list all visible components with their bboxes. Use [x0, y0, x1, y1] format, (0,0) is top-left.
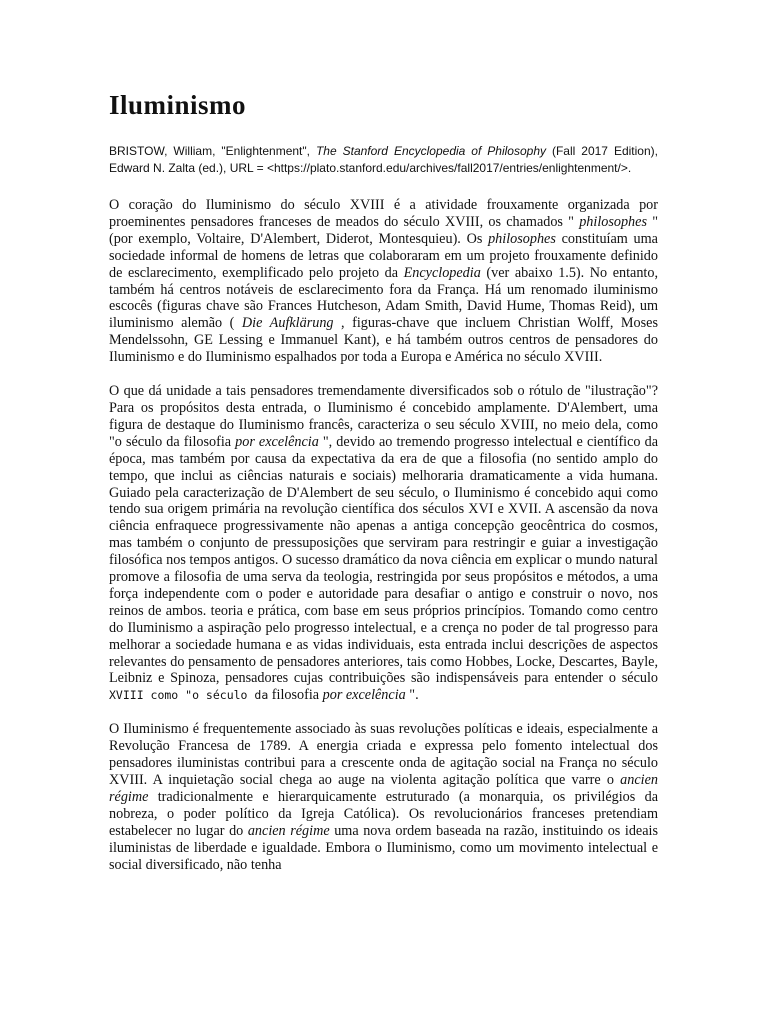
italic-term: philosophes: [579, 213, 647, 230]
paragraph-text: , figuras-chave que incluem Christian Wolff, Moses Mendelssohn, GE Lessing e Immanuel Kant), e há também outros centros de pensadores do Iluminismo e do Iluminismo espalhados por toda a Europa e América no século XVIII.: [109, 315, 658, 366]
paragraph-text: (ver abaixo 1.5). No entanto, também há centros notáveis de esclarecimento fora da França. Há um renomado iluminismo escocês (figuras chave são Frances Hutcheson, Adam Smith, David Hume, Thomas Reid), um iluminismo alemão (: [109, 264, 658, 332]
page-title: Iluminismo: [109, 90, 247, 120]
paragraph-3: [109, 721, 658, 873]
italic-term: Die Aufklärung: [241, 315, 334, 332]
paragraph-text: ".: [405, 687, 419, 704]
citation-suffix: (Fall 2017 Edition), Edward N. Zalta (ed.), URL = <https://plato.stanford.edu/archives/fall2017/entries/enlightenment/>.: [109, 144, 658, 175]
paragraph-text: filosofia: [268, 687, 323, 704]
italic-term: ancien régime: [109, 772, 658, 805]
italic-term: ancien régime: [247, 822, 330, 839]
paragraph-text: O coração do Iluminismo do século XVIII é a atividade frouxamente organizada por proeminentes pensadores franceses de meados do século XVIII, os chamados ": [109, 197, 658, 230]
italic-term: Encyclopedia: [403, 264, 481, 281]
paragraph-1: [109, 197, 658, 366]
citation-source: The Stanford Encyclopedia of Philosophy: [315, 144, 546, 158]
italic-term: philosophes: [488, 230, 556, 247]
paragraph-2: [109, 383, 658, 704]
citation-reference: [109, 143, 658, 176]
monospace-text: XVIII como "o século da: [109, 688, 269, 703]
paragraph-text: " (por exemplo, Voltaire, D'Alembert, Diderot, Montesquieu). Os: [109, 213, 658, 247]
paragraph-text: constituíam uma sociedade informal de homens de letras que colaboraram em um projeto frouxamente definido de esclarecimento, exemplificado pelo projeto da: [109, 230, 658, 281]
paragraph-text: O Iluminismo é frequentemente associado às suas revoluções políticas e ideais, especialmente a Revolução Francesa de 1789. A energia criada e expressa pelo fomento intelectual dos pensadores iluministas contribui para a crescente onda de agitação social na França no século XVIII. A inquietação social chega ao auge na violenta agitação política que varre o: [109, 721, 658, 788]
citation-prefix: BRISTOW, William, "Enlightenment",: [109, 144, 316, 158]
italic-term: por excelência: [235, 433, 319, 450]
paragraph-text: tradicionalmente e hierarquicamente estruturado (a monarquia, os privilégios da nobreza, o poder político da Igreja Católica). Os revolucionários franceses pretendiam estabelecer no lugar do: [109, 788, 658, 839]
italic-term: por excelência: [322, 687, 406, 704]
paragraph-text: O que dá unidade a tais pensadores tremendamente diversificados sob o rótulo de "ilustração"? Para os propósitos desta entrada, o Iluminismo é concebido amplamente. D'Alembert, uma figura de destaque do Iluminismo francês, caracteriza o seu século XVIII, no meio dela, como "o século da filosofia: [109, 383, 658, 450]
document-page: [109, 90, 658, 890]
paragraph-text: uma nova ordem baseada na razão, instituindo os ideais iluministas de liberdade e igualdade. Embora o Iluminismo, como um movimento intelectual e social diversificado, não tenha: [109, 822, 658, 873]
paragraph-text: ", devido ao tremendo progresso intelectual e científico da época, mas também por causa da expectativa da era de que a filosofia (no sentido amplo do tempo, que inclui as ciências naturais e sociais) melhoraria dramaticamente a vida humana. Guiado pela caracterização de D'Alembert de seu século, o Iluminismo é concebido aqui como tendo sua origem primária na revolução científica dos séculos XVI e XVII. A ascensão da nova ciência enfraquece progressivamente não apenas a antiga concepção geocêntrica do cosmos, mas também o conjunto de pressuposições que serviram para restringir e guiar a investigação filosófica nos tempos antigos. O sucesso dramático da nova ciência em explicar o mundo natural promove a filosofia de uma serva da teologia, restringida por seus propósitos e métodos, a uma força independente com o poder e autoridade para desafiar o antigo e construir o novo, nos reinos de ambos. teoria e prática, com base em seus próprios princípios. Tomando como centro do Iluminismo a aspiração pelo progresso intelectual, e a crença no poder de tal progresso para melhorar a sociedade humana e as vidas individuais, esta entrada inclui descrições de aspectos relevantes do pensamento de pensadores anteriores, tais como Hobbes, Locke, Descartes, Bayle, Leibniz e Spinoza, pensadores cujas contribuições são indispensáveis para entender o século: [109, 433, 658, 687]
